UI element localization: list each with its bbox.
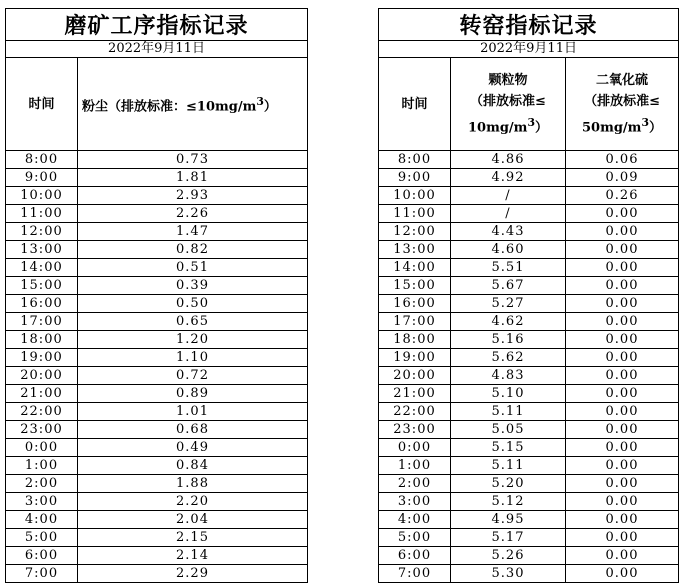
- table-row: [379, 529, 679, 547]
- table-row: [6, 403, 308, 421]
- table-row: [6, 367, 308, 385]
- time-cell: 20:00: [379, 367, 451, 385]
- so2-value-cell: 0.00: [566, 259, 679, 277]
- time-cell: 0:00: [6, 439, 78, 457]
- time-cell: 8:00: [379, 151, 451, 169]
- time-cell: 19:00: [379, 349, 451, 367]
- dust-value-cell: 0.82: [78, 241, 308, 259]
- dust-value-cell: 2.26: [78, 205, 308, 223]
- dust-value-cell: 2.93: [78, 187, 308, 205]
- time-cell: 22:00: [6, 403, 78, 421]
- so2-header-close: ）: [649, 120, 663, 136]
- pm-value-cell: 5.67: [451, 277, 566, 295]
- so2-value-cell: 0.00: [566, 421, 679, 439]
- so2-value-cell: 0.00: [566, 457, 679, 475]
- pm-header-unit: 10mg/m: [467, 120, 528, 136]
- pm-value-cell: 5.20: [451, 475, 566, 493]
- so2-value-cell: 0.00: [566, 475, 679, 493]
- dust-value-cell: 0.51: [78, 259, 308, 277]
- pm-value-cell: 5.17: [451, 529, 566, 547]
- table-row: [379, 331, 679, 349]
- time-cell: 9:00: [379, 169, 451, 187]
- so2-value-cell: 0.26: [566, 187, 679, 205]
- time-cell: 17:00: [6, 313, 78, 331]
- pm-value-cell: 4.86: [451, 151, 566, 169]
- table-row: [6, 331, 308, 349]
- dust-value-cell: 0.73: [78, 151, 308, 169]
- table-row: [379, 187, 679, 205]
- time-cell: 19:00: [6, 349, 78, 367]
- dust-value-cell: 2.29: [78, 565, 308, 583]
- table-row: [6, 511, 308, 529]
- time-cell: 10:00: [379, 187, 451, 205]
- table-row: [379, 349, 679, 367]
- time-cell: 20:00: [6, 367, 78, 385]
- time-cell: 21:00: [6, 385, 78, 403]
- so2-header-sup: 3: [641, 115, 649, 129]
- pm-value-cell: 4.92: [451, 169, 566, 187]
- table-row: [379, 259, 679, 277]
- pm-value-cell: 4.62: [451, 313, 566, 331]
- so2-header-line3: [566, 112, 678, 138]
- kiln-table-title: 转窑指标记录: [379, 9, 679, 41]
- kiln-table-date: 2022年9月11日: [379, 41, 679, 58]
- table-row: [379, 223, 679, 241]
- so2-value-cell: 0.06: [566, 151, 679, 169]
- so2-value-cell: 0.00: [566, 439, 679, 457]
- time-cell: 10:00: [6, 187, 78, 205]
- pm-value-cell: 4.60: [451, 241, 566, 259]
- grinding-table-body: [6, 151, 308, 583]
- time-cell: 6:00: [379, 547, 451, 565]
- pm-value-cell: 5.16: [451, 331, 566, 349]
- dust-header-close: ）: [263, 99, 277, 115]
- table-row: [379, 547, 679, 565]
- so2-header-unit: 50mg/m: [582, 120, 642, 136]
- pm-value-cell: 5.10: [451, 385, 566, 403]
- so2-value-cell: 0.00: [566, 565, 679, 583]
- time-cell: 6:00: [6, 547, 78, 565]
- time-cell: 13:00: [6, 241, 78, 259]
- time-cell: 5:00: [6, 529, 78, 547]
- dust-value-cell: 0.89: [78, 385, 308, 403]
- dust-header-text: 粉尘（排放标准：≤10mg/m: [82, 99, 257, 115]
- table-row: [379, 421, 679, 439]
- so2-value-cell: 0.00: [566, 349, 679, 367]
- table-row: [6, 475, 308, 493]
- table-row: [379, 565, 679, 583]
- so2-value-cell: 0.00: [566, 205, 679, 223]
- dust-value-cell: 0.50: [78, 295, 308, 313]
- so2-value-cell: 0.00: [566, 367, 679, 385]
- dust-value-cell: 0.68: [78, 421, 308, 439]
- so2-value-cell: 0.00: [566, 511, 679, 529]
- time-cell: 11:00: [6, 205, 78, 223]
- time-cell: 12:00: [379, 223, 451, 241]
- table-row: [379, 277, 679, 295]
- table-row: [6, 295, 308, 313]
- dust-value-cell: 1.81: [78, 169, 308, 187]
- so2-value-cell: 0.00: [566, 313, 679, 331]
- time-cell: 16:00: [379, 295, 451, 313]
- dust-value-cell: 0.49: [78, 439, 308, 457]
- so2-value-cell: 0.09: [566, 169, 679, 187]
- pm-value-cell: 5.15: [451, 439, 566, 457]
- table-row: [379, 295, 679, 313]
- so2-value-cell: 0.00: [566, 223, 679, 241]
- time-cell: 12:00: [6, 223, 78, 241]
- table-row: [379, 457, 679, 475]
- so2-value-cell: 0.00: [566, 385, 679, 403]
- table-row: [379, 493, 679, 511]
- so2-value-cell: 0.00: [566, 277, 679, 295]
- time-cell: 16:00: [6, 295, 78, 313]
- table-row: [6, 205, 308, 223]
- time-cell: 11:00: [379, 205, 451, 223]
- time-cell: 23:00: [379, 421, 451, 439]
- table-row: [6, 565, 308, 583]
- pm-header-line2: （排放标准≤: [470, 93, 546, 109]
- table-row: [6, 457, 308, 475]
- table-row: [6, 385, 308, 403]
- time-cell: 8:00: [6, 151, 78, 169]
- pm-header-line1: 颗粒物: [488, 72, 528, 88]
- time-cell: 18:00: [379, 331, 451, 349]
- table-row: [6, 547, 308, 565]
- so2-header-line1: 二氧化硫: [596, 72, 649, 88]
- table-row: [6, 151, 308, 169]
- kiln-table-body: [379, 151, 679, 583]
- table-row: [379, 475, 679, 493]
- pm-value-cell: 5.05: [451, 421, 566, 439]
- pm-value-cell: 4.43: [451, 223, 566, 241]
- pm-value-cell: 4.83: [451, 367, 566, 385]
- dust-value-cell: 0.39: [78, 277, 308, 295]
- grinding-time-header: 时间: [6, 58, 78, 151]
- time-cell: 9:00: [6, 169, 78, 187]
- time-cell: 1:00: [6, 457, 78, 475]
- dust-value-cell: 0.65: [78, 313, 308, 331]
- time-cell: 3:00: [379, 493, 451, 511]
- pm-value-cell: 5.11: [451, 403, 566, 421]
- so2-header-line2: （排放标准≤: [584, 93, 660, 109]
- table-row: [6, 241, 308, 259]
- table-row: [379, 385, 679, 403]
- dust-value-cell: 0.72: [78, 367, 308, 385]
- kiln-so2-header: [566, 58, 679, 151]
- pm-value-cell: 5.27: [451, 295, 566, 313]
- time-cell: 21:00: [379, 385, 451, 403]
- pm-value-cell: /: [451, 205, 566, 223]
- grinding-table-date: 2022年9月11日: [6, 41, 308, 58]
- pm-value-cell: 5.30: [451, 565, 566, 583]
- table-row: [6, 349, 308, 367]
- time-cell: 14:00: [6, 259, 78, 277]
- so2-value-cell: 0.00: [566, 295, 679, 313]
- table-row: [379, 511, 679, 529]
- time-cell: 0:00: [379, 439, 451, 457]
- so2-value-cell: 0.00: [566, 529, 679, 547]
- dust-value-cell: 1.20: [78, 331, 308, 349]
- dust-header-sup: 3: [256, 94, 264, 108]
- time-cell: 14:00: [379, 259, 451, 277]
- table-row: [6, 529, 308, 547]
- time-cell: 7:00: [6, 565, 78, 583]
- table-row: [6, 169, 308, 187]
- table-row: [6, 187, 308, 205]
- time-cell: 15:00: [6, 277, 78, 295]
- kiln-record-table: [378, 8, 679, 583]
- so2-value-cell: 0.00: [566, 547, 679, 565]
- table-row: [379, 169, 679, 187]
- grinding-table-title: 磨矿工序指标记录: [6, 9, 308, 41]
- dust-value-cell: 2.04: [78, 511, 308, 529]
- pm-value-cell: 5.12: [451, 493, 566, 511]
- pm-header-line3: [451, 112, 565, 138]
- table-row: [6, 493, 308, 511]
- dust-value-cell: 2.15: [78, 529, 308, 547]
- dust-value-cell: 1.88: [78, 475, 308, 493]
- table-row: [379, 151, 679, 169]
- table-row: [6, 421, 308, 439]
- table-row: [379, 439, 679, 457]
- grinding-dust-header: [78, 58, 308, 151]
- pm-value-cell: 4.95: [451, 511, 566, 529]
- so2-value-cell: 0.00: [566, 493, 679, 511]
- grinding-record-table: [5, 8, 308, 583]
- pm-value-cell: 5.51: [451, 259, 566, 277]
- dust-value-cell: 1.47: [78, 223, 308, 241]
- time-cell: 2:00: [6, 475, 78, 493]
- dust-value-cell: 1.01: [78, 403, 308, 421]
- time-cell: 15:00: [379, 277, 451, 295]
- kiln-pm-header: [451, 58, 566, 151]
- dust-value-cell: 1.10: [78, 349, 308, 367]
- dust-value-cell: 2.14: [78, 547, 308, 565]
- pm-value-cell: 5.11: [451, 457, 566, 475]
- table-row: [6, 259, 308, 277]
- table-row: [6, 313, 308, 331]
- kiln-time-header: 时间: [379, 58, 451, 151]
- pm-header-sup: 3: [527, 115, 535, 129]
- time-cell: 1:00: [379, 457, 451, 475]
- table-row: [6, 223, 308, 241]
- so2-value-cell: 0.00: [566, 403, 679, 421]
- dust-value-cell: 0.84: [78, 457, 308, 475]
- table-row: [379, 241, 679, 259]
- time-cell: 4:00: [379, 511, 451, 529]
- time-cell: 22:00: [379, 403, 451, 421]
- time-cell: 4:00: [6, 511, 78, 529]
- table-row: [379, 205, 679, 223]
- so2-value-cell: 0.00: [566, 331, 679, 349]
- time-cell: 3:00: [6, 493, 78, 511]
- time-cell: 23:00: [6, 421, 78, 439]
- table-row: [379, 367, 679, 385]
- pm-value-cell: 5.62: [451, 349, 566, 367]
- pm-header-close: ）: [534, 120, 548, 136]
- so2-value-cell: 0.00: [566, 241, 679, 259]
- time-cell: 2:00: [379, 475, 451, 493]
- table-row: [379, 313, 679, 331]
- time-cell: 5:00: [379, 529, 451, 547]
- time-cell: 7:00: [379, 565, 451, 583]
- time-cell: 13:00: [379, 241, 451, 259]
- pm-value-cell: /: [451, 187, 566, 205]
- table-row: [379, 403, 679, 421]
- time-cell: 17:00: [379, 313, 451, 331]
- time-cell: 18:00: [6, 331, 78, 349]
- table-row: [6, 439, 308, 457]
- table-row: [6, 277, 308, 295]
- pm-value-cell: 5.26: [451, 547, 566, 565]
- dust-value-cell: 2.20: [78, 493, 308, 511]
